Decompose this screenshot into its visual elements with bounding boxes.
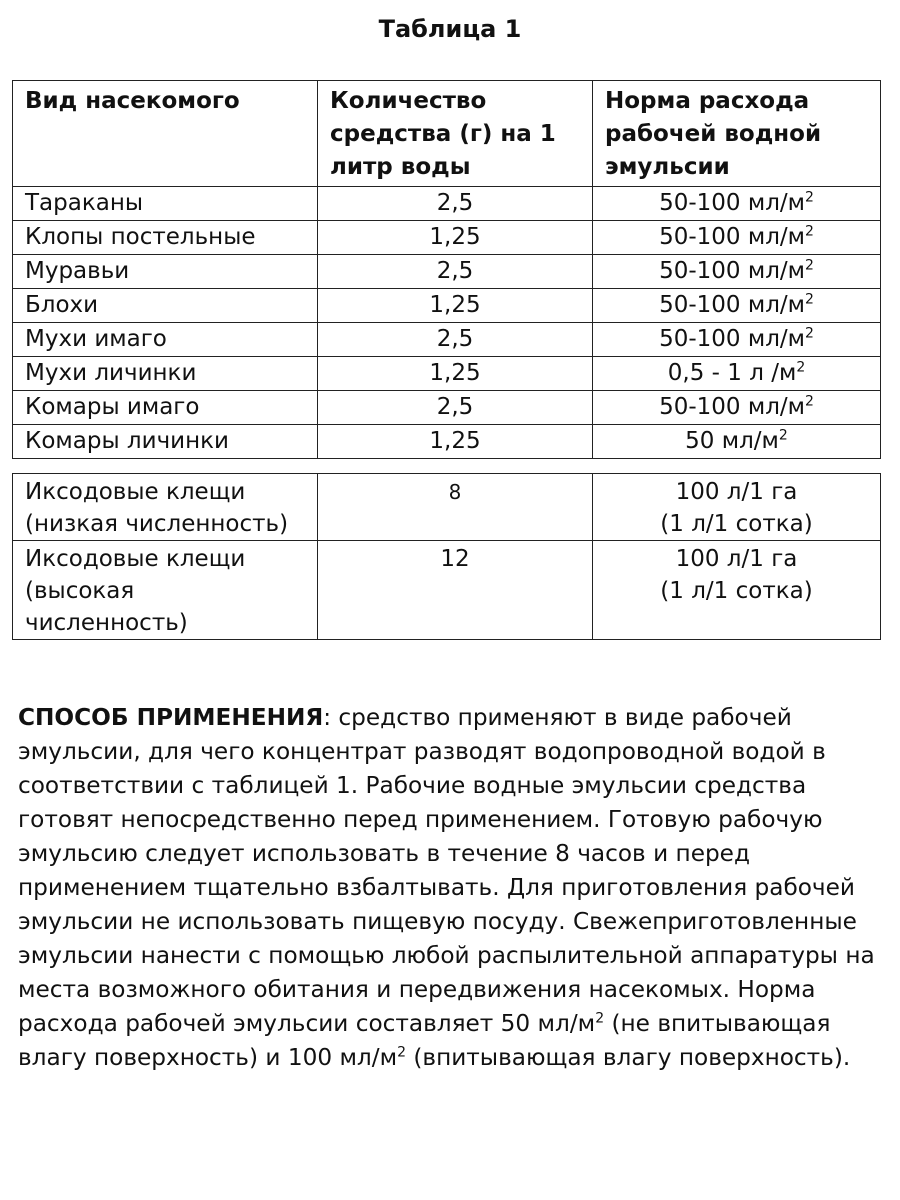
insect-line-2: (высокая [25, 578, 135, 604]
cell-amount: 12 [318, 541, 593, 640]
rate-line-1: 100 л/1 га [675, 546, 798, 572]
header-insect-type: Вид насекомого [13, 81, 318, 187]
cell-amount: 2,5 [318, 391, 593, 425]
ticks-dosage-table [12, 473, 881, 640]
header-consumption-rate: Норма расхода рабочей водной эмульсии [593, 81, 881, 187]
cell-insect: Комары личинки [13, 425, 318, 459]
cell-amount: 1,25 [318, 425, 593, 459]
cell-rate [593, 255, 881, 289]
cell-rate [593, 474, 881, 541]
table-row [13, 221, 881, 255]
rate-unit-superscript: 2 [805, 393, 814, 410]
cell-amount: 2,5 [318, 255, 593, 289]
table-row [13, 187, 881, 221]
table-row [13, 255, 881, 289]
cell-insect [13, 541, 318, 640]
cell-insect: Мухи имаго [13, 323, 318, 357]
rate-value: 50-100 мл/м [659, 224, 805, 250]
table-row [13, 391, 881, 425]
usage-text-part3: (впитывающая влагу поверхность). [405, 1044, 851, 1071]
cell-insect: Мухи личинки [13, 357, 318, 391]
cell-amount: 1,25 [318, 221, 593, 255]
usage-heading: СПОСОБ ПРИМЕНЕНИЯ [18, 704, 324, 731]
insect-line-2: (низкая численность) [25, 511, 289, 537]
cell-amount: 1,25 [318, 357, 593, 391]
table-row [13, 357, 881, 391]
rate-unit-superscript: 2 [805, 189, 814, 206]
cell-insect: Клопы постельные [13, 221, 318, 255]
usage-text-part1: : средство применяют в виде рабочей эмульсии, для чего концентрат разводят водопроводной водой в соответствии с таблицей 1. Рабочие водные эмульсии средства готовят непосредственно перед применением. Готовую рабочую эмульсию следует использовать в течение 8 часов и перед применением тщательно взбалтывать. Для приготовления рабочей эмульсии не использовать пищевую посуду. Свежеприготовленные эмульсии нанести с помощью любой распылительной аппаратуры на места возможного обитания и передвижения насекомых. Норма расхода рабочей эмульсии составляет 50 мл/м [18, 704, 875, 1037]
rate-value: 0,5 - 1 л /м [667, 360, 797, 386]
rate-unit-superscript: 2 [805, 291, 814, 308]
table-row [13, 323, 881, 357]
rate-line-2: (1 л/1 сотка) [660, 578, 813, 604]
rate-unit-superscript: 2 [805, 223, 814, 240]
rate-unit-superscript: 2 [796, 359, 806, 376]
header-amount: Количество средства (г) на 1 литр воды [318, 81, 593, 187]
cell-rate [593, 357, 881, 391]
rate-value: 50-100 мл/м [659, 258, 805, 284]
cell-rate [593, 391, 881, 425]
table-row [13, 425, 881, 459]
dosage-table [12, 80, 881, 459]
usage-text-part2: (не впитывающая влагу поверхность) и 100 мл/м [18, 1010, 831, 1071]
cell-amount: 2,5 [318, 187, 593, 221]
cell-insect [13, 474, 318, 541]
cell-rate [593, 221, 881, 255]
page-title: Таблица 1 [378, 15, 522, 43]
cell-rate [593, 187, 881, 221]
table-row [13, 541, 881, 640]
cell-rate [593, 541, 881, 640]
rate-value: 50-100 мл/м [659, 190, 805, 216]
cell-insect: Тараканы [13, 187, 318, 221]
insect-line-1: Иксодовые клещи [25, 546, 246, 572]
cell-insect: Муравьи [13, 255, 318, 289]
rate-unit-superscript: 2 [805, 325, 814, 342]
cell-insect: Комары имаго [13, 391, 318, 425]
table-row [13, 289, 881, 323]
usage-superscript-1: 2 [595, 1010, 605, 1027]
rate-line-2: (1 л/1 сотка) [660, 511, 813, 537]
insect-line-3: численность) [25, 610, 188, 636]
cell-amount: 2,5 [318, 323, 593, 357]
usage-superscript-2: 2 [397, 1044, 406, 1061]
cell-rate [593, 289, 881, 323]
table-header-row [13, 81, 881, 187]
cell-amount: 1,25 [318, 289, 593, 323]
rate-unit-superscript: 2 [805, 257, 814, 274]
rate-value: 50 мл/м [685, 428, 779, 454]
usage-instructions [18, 701, 888, 1075]
rate-line-1: 100 л/1 га [675, 479, 798, 505]
cell-rate [593, 323, 881, 357]
rate-value: 50-100 мл/м [659, 394, 805, 420]
rate-value: 50-100 мл/м [659, 326, 805, 352]
cell-rate [593, 425, 881, 459]
cell-insect: Блохи [13, 289, 318, 323]
rate-value: 50-100 мл/м [659, 292, 805, 318]
table-row [13, 474, 881, 541]
cell-amount: 8 [318, 474, 593, 541]
insect-line-1: Иксодовые клещи [25, 479, 246, 505]
rate-unit-superscript: 2 [778, 427, 788, 444]
